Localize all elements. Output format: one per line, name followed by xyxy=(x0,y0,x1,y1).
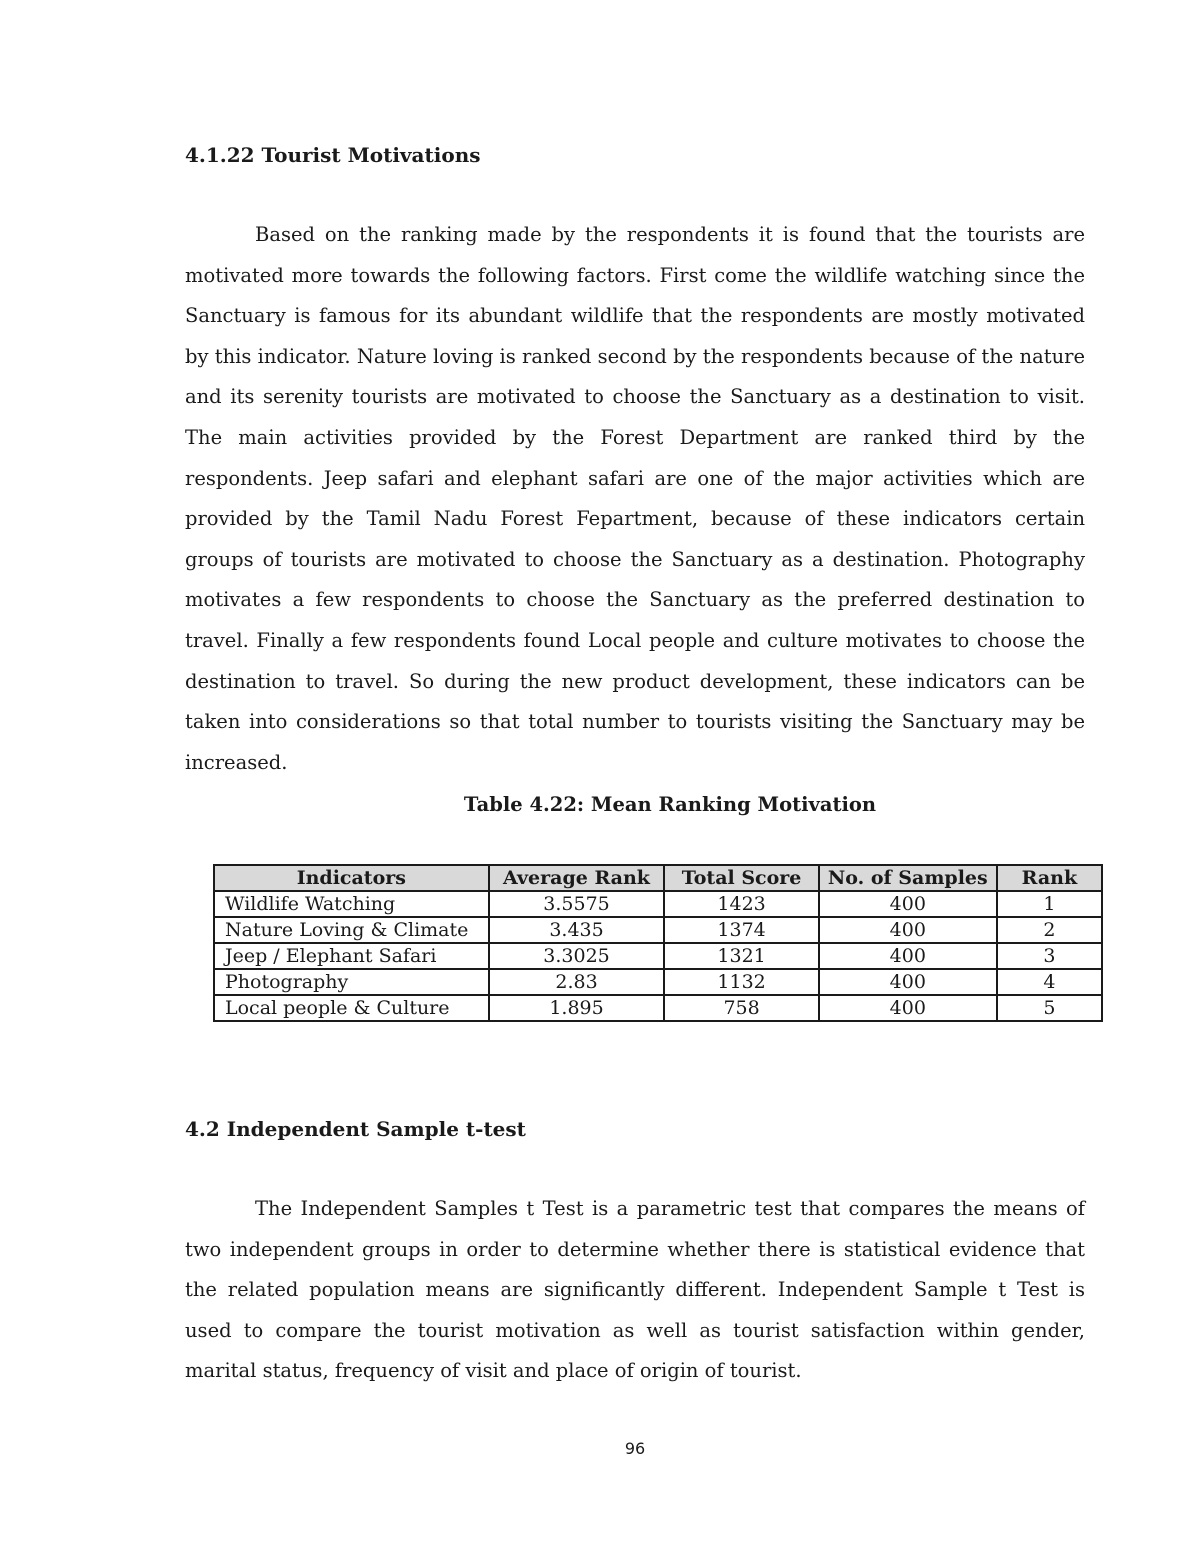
cell-indicator: Photography xyxy=(214,969,489,995)
table-row xyxy=(214,969,1102,995)
column-header-rank: Rank xyxy=(997,865,1102,891)
cell-no-of-samples: 400 xyxy=(819,943,997,969)
cell-average-rank: 3.5575 xyxy=(489,891,665,917)
cell-average-rank: 2.83 xyxy=(489,969,665,995)
cell-no-of-samples: 400 xyxy=(819,891,997,917)
section-heading-tourist-motivations: 4.1.22 Tourist Motivations xyxy=(185,143,481,167)
table-row xyxy=(214,917,1102,943)
cell-average-rank: 3.435 xyxy=(489,917,665,943)
cell-total-score: 758 xyxy=(664,995,819,1021)
cell-average-rank: 1.895 xyxy=(489,995,665,1021)
section-heading-independent-sample-t-test: 4.2 Independent Sample t-test xyxy=(185,1117,526,1141)
cell-average-rank: 3.3025 xyxy=(489,943,665,969)
cell-no-of-samples: 400 xyxy=(819,917,997,943)
table-row xyxy=(214,891,1102,917)
page-number: 96 xyxy=(624,1439,646,1458)
table-header-row xyxy=(214,865,1102,891)
table-row xyxy=(214,995,1102,1021)
cell-total-score: 1374 xyxy=(664,917,819,943)
cell-total-score: 1321 xyxy=(664,943,819,969)
column-header-average-rank: Average Rank xyxy=(489,865,665,891)
cell-indicator: Nature Loving & Climate xyxy=(214,917,489,943)
cell-rank: 4 xyxy=(997,969,1102,995)
cell-indicator: Jeep / Elephant Safari xyxy=(214,943,489,969)
cell-rank: 1 xyxy=(997,891,1102,917)
cell-indicator: Local people & Culture xyxy=(214,995,489,1021)
cell-total-score: 1423 xyxy=(664,891,819,917)
mean-ranking-table xyxy=(213,864,1103,1022)
cell-no-of-samples: 400 xyxy=(819,969,997,995)
cell-total-score: 1132 xyxy=(664,969,819,995)
cell-rank: 2 xyxy=(997,917,1102,943)
cell-indicator: Wildlife Watching xyxy=(214,891,489,917)
column-header-total-score: Total Score xyxy=(664,865,819,891)
table-caption: Table 4.22: Mean Ranking Motivation xyxy=(463,793,877,816)
cell-no-of-samples: 400 xyxy=(819,995,997,1021)
table-row xyxy=(214,943,1102,969)
column-header-indicators: Indicators xyxy=(214,865,489,891)
independent-t-test-paragraph: The Independent Samples t Test is a parametric test that compares the means of two independent groups in order to determine whether there is statistical evidence that the related population means are significantly different. Independent Sample t Test is used to compare the tourist motivation as well as tourist satisfaction within gender, marital status, frequency of visit and place of origin of tourist. xyxy=(185,1197,1085,1383)
cell-rank: 5 xyxy=(997,995,1102,1021)
column-header-no-of-samples: No. of Samples xyxy=(819,865,997,891)
tourist-motivations-paragraph: Based on the ranking made by the respondents it is found that the tourists are motivated more towards the following factors. First come the wildlife watching since the Sanctuary is famous for its abundant wildlife that the respondents are mostly motivated by this indicator. Nature loving is ranked second by the respondents because of the nature and its serenity tourists are motivated to choose the Sanctuary as a destination to visit. The main activities provided by the Forest Department are ranked third by the respondents. Jeep safari and elephant safari are one of the major activities which are provided by the Tamil Nadu Forest Fepartment, because of these indicators certain groups of tourists are motivated to choose the Sanctuary as a destination. Photography motivates a few respondents to choose the Sanctuary as the preferred destination to travel. Finally a few respondents found Local people and culture motivates to choose the destination to travel. So during the new product development, these indicators can be taken into considerations so that total number to tourists visiting the Sanctuary may be increased. xyxy=(185,223,1085,774)
cell-rank: 3 xyxy=(997,943,1102,969)
